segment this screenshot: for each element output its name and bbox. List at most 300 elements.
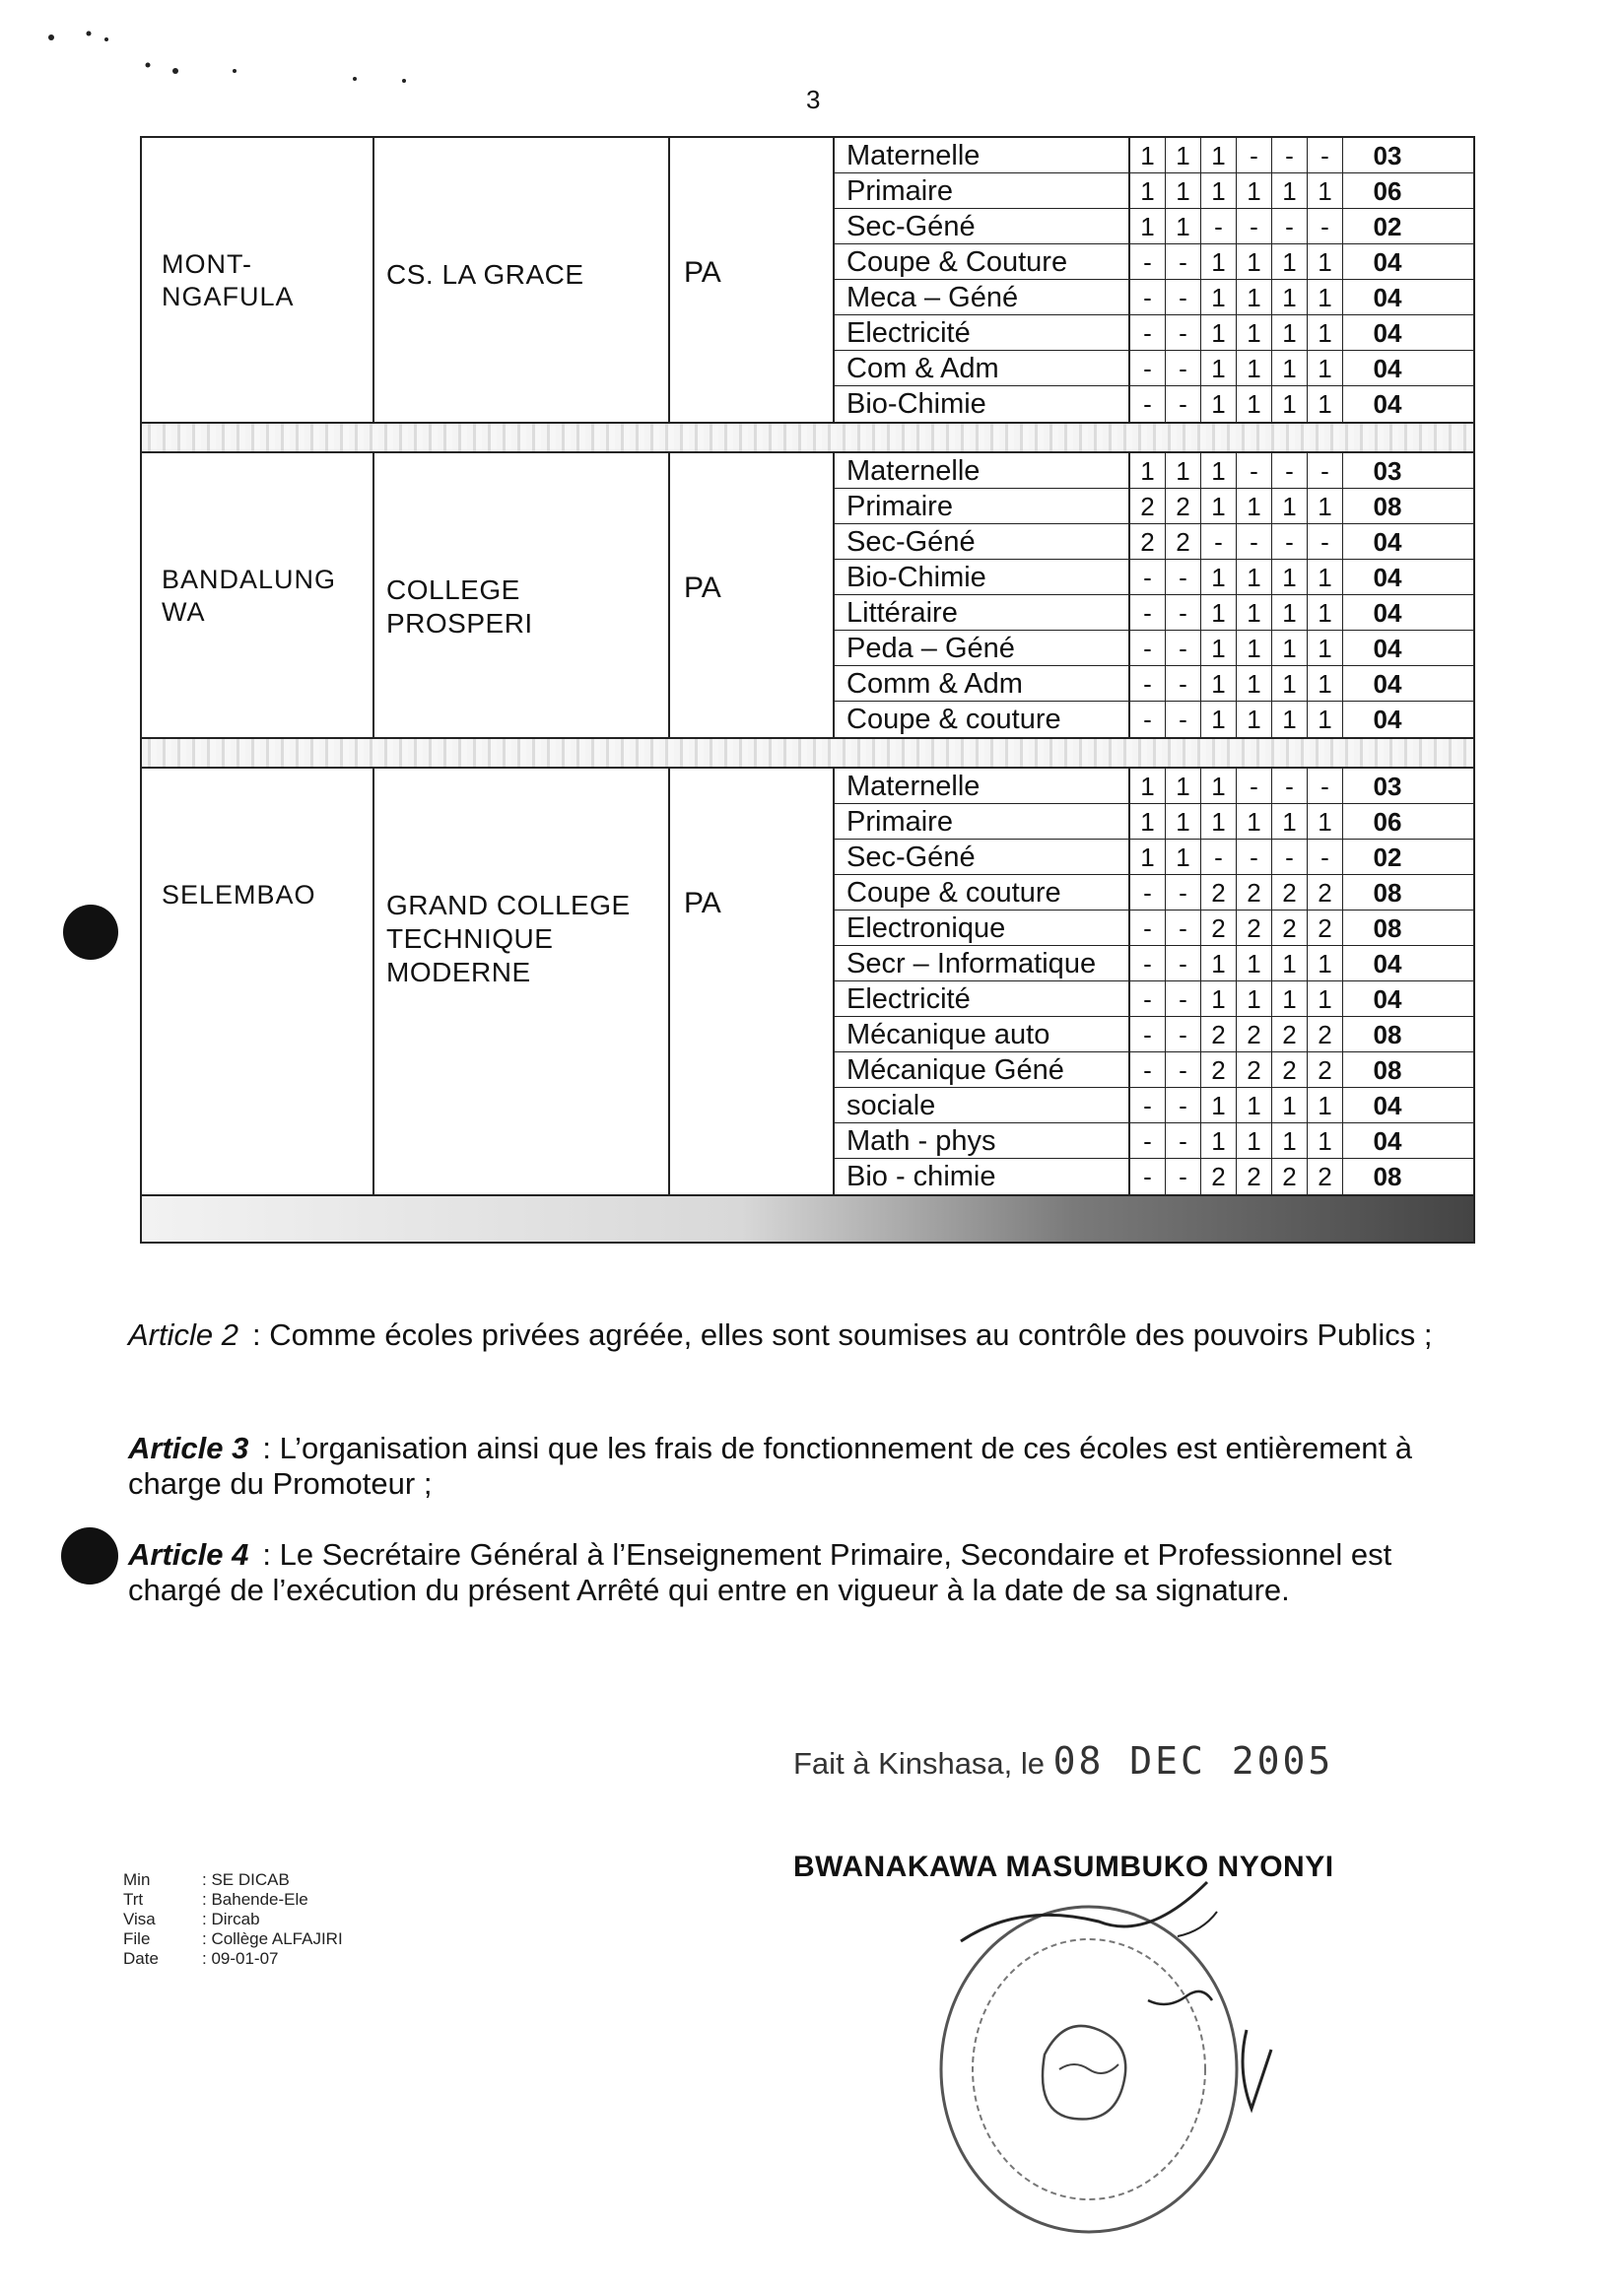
page-number: 3 bbox=[806, 85, 821, 114]
class-count-cell: 1 bbox=[1308, 560, 1343, 594]
punch-hole-mark bbox=[63, 905, 118, 960]
class-count-cell: 1 bbox=[1130, 173, 1166, 208]
class-count-cell: 1 bbox=[1308, 173, 1343, 208]
school-block bbox=[142, 769, 1473, 1196]
class-count-cell: 1 bbox=[1201, 453, 1237, 488]
class-count-cell: 1 bbox=[1166, 138, 1201, 172]
class-count-cell: - bbox=[1272, 453, 1308, 488]
routing-key: Trt bbox=[123, 1890, 144, 1909]
class-count-cell: 1 bbox=[1237, 981, 1272, 1016]
option-label: Sec-Géné bbox=[835, 524, 1130, 559]
punch-hole-mark bbox=[61, 1527, 118, 1585]
class-count-cell: 2 bbox=[1308, 911, 1343, 945]
article-3 bbox=[128, 1431, 1439, 1502]
option-row bbox=[835, 769, 1473, 804]
class-count-cell: 1 bbox=[1272, 280, 1308, 314]
school-cell bbox=[374, 453, 670, 737]
class-count-cell: - bbox=[1308, 209, 1343, 243]
options-column bbox=[835, 138, 1473, 422]
class-count-cell: 1 bbox=[1201, 351, 1237, 385]
routing-row bbox=[123, 1910, 343, 1929]
option-label: Electricité bbox=[835, 981, 1130, 1016]
school-name-line: CS. LA GRACE bbox=[386, 259, 584, 290]
class-count-cell: 1 bbox=[1201, 981, 1237, 1016]
block-separator bbox=[142, 739, 1473, 769]
class-count-cell: 1 bbox=[1237, 804, 1272, 839]
class-count-cell: 1 bbox=[1166, 173, 1201, 208]
class-count-cell: - bbox=[1201, 840, 1237, 874]
class-count-cell: 2 bbox=[1237, 1052, 1272, 1087]
class-count-cell: 1 bbox=[1201, 138, 1237, 172]
option-label: Comm & Adm bbox=[835, 666, 1130, 701]
class-count-cell: 1 bbox=[1237, 280, 1272, 314]
class-count-cell: - bbox=[1130, 315, 1166, 350]
class-count-cell: 1 bbox=[1130, 138, 1166, 172]
class-count-cell: 1 bbox=[1166, 769, 1201, 803]
school-name-line: MODERNE bbox=[386, 957, 531, 987]
class-count-cell: - bbox=[1130, 1123, 1166, 1158]
option-row bbox=[835, 453, 1473, 489]
class-count-cell: 2 bbox=[1237, 1017, 1272, 1051]
class-count-cell: 1 bbox=[1237, 595, 1272, 630]
class-count-cell: 2 bbox=[1308, 875, 1343, 910]
class-count-cell: - bbox=[1130, 981, 1166, 1016]
signatory-name: BWANAKAWA MASUMBUKO NYONYI bbox=[793, 1851, 1334, 1883]
option-label: Primaire bbox=[835, 489, 1130, 523]
class-count-cell: 1 bbox=[1237, 351, 1272, 385]
option-total: 08 bbox=[1373, 492, 1402, 521]
class-count-cell: 2 bbox=[1130, 489, 1166, 523]
class-count-cell: 2 bbox=[1166, 489, 1201, 523]
class-count-cell: 2 bbox=[1272, 875, 1308, 910]
option-total: 02 bbox=[1373, 843, 1402, 872]
routing-key: Min bbox=[123, 1870, 151, 1889]
signoff-place: Fait à Kinshasa, le bbox=[793, 1746, 1046, 1781]
option-total: 03 bbox=[1373, 141, 1402, 170]
school-name-line: GRAND COLLEGE bbox=[386, 890, 631, 920]
option-row bbox=[835, 1123, 1473, 1159]
class-count-cell: - bbox=[1130, 911, 1166, 945]
option-row bbox=[835, 911, 1473, 946]
block-separator bbox=[142, 1196, 1473, 1242]
class-count-cell: - bbox=[1201, 524, 1237, 559]
class-count-cell: 2 bbox=[1130, 524, 1166, 559]
signoff-line bbox=[793, 1739, 1333, 1783]
option-row bbox=[835, 280, 1473, 315]
class-count-cell: 2 bbox=[1201, 1017, 1237, 1051]
option-total: 04 bbox=[1373, 705, 1402, 734]
class-count-cell: 1 bbox=[1308, 1088, 1343, 1122]
routing-value: : Bahende-Ele bbox=[202, 1890, 308, 1909]
class-count-cell: - bbox=[1166, 1017, 1201, 1051]
option-row bbox=[835, 702, 1473, 737]
commune-name-line: NGAFULA bbox=[162, 282, 295, 311]
regime-cell: PA bbox=[670, 769, 835, 1194]
class-count-cell: 1 bbox=[1201, 804, 1237, 839]
class-count-cell: 1 bbox=[1237, 666, 1272, 701]
schools-schedule-table bbox=[140, 136, 1475, 1244]
class-count-cell: 1 bbox=[1308, 804, 1343, 839]
class-count-cell: 1 bbox=[1201, 173, 1237, 208]
option-row bbox=[835, 1052, 1473, 1088]
class-count-cell: 1 bbox=[1308, 280, 1343, 314]
class-count-cell: 1 bbox=[1272, 946, 1308, 980]
class-count-cell: - bbox=[1166, 631, 1201, 665]
class-count-cell: 1 bbox=[1237, 1123, 1272, 1158]
article-2 bbox=[128, 1317, 1439, 1353]
regime-cell: PA bbox=[670, 138, 835, 422]
option-row bbox=[835, 173, 1473, 209]
class-count-cell: 1 bbox=[1201, 666, 1237, 701]
class-count-cell: - bbox=[1237, 524, 1272, 559]
option-label: Bio-Chimie bbox=[835, 560, 1130, 594]
regime-cell: PA bbox=[670, 453, 835, 737]
class-count-cell: - bbox=[1237, 209, 1272, 243]
commune-name-line: MONT- bbox=[162, 249, 252, 279]
class-count-cell: - bbox=[1308, 840, 1343, 874]
class-count-cell: 1 bbox=[1272, 595, 1308, 630]
routing-row bbox=[123, 1929, 343, 1949]
option-total: 04 bbox=[1373, 283, 1402, 312]
class-count-cell: 1 bbox=[1237, 173, 1272, 208]
class-count-cell: 1 bbox=[1237, 702, 1272, 737]
option-row bbox=[835, 315, 1473, 351]
class-count-cell: 1 bbox=[1272, 489, 1308, 523]
class-count-cell: 1 bbox=[1201, 702, 1237, 737]
class-count-cell: 1 bbox=[1237, 315, 1272, 350]
class-count-cell: 1 bbox=[1272, 173, 1308, 208]
class-count-cell: - bbox=[1130, 702, 1166, 737]
class-count-cell: 1 bbox=[1201, 1088, 1237, 1122]
option-row bbox=[835, 560, 1473, 595]
class-count-cell: 1 bbox=[1237, 489, 1272, 523]
class-count-cell: - bbox=[1166, 1088, 1201, 1122]
commune-cell bbox=[142, 769, 374, 1194]
option-label: Maternelle bbox=[835, 769, 1130, 803]
option-total: 04 bbox=[1373, 1126, 1402, 1156]
class-count-cell: 1 bbox=[1130, 209, 1166, 243]
class-count-cell: 1 bbox=[1201, 631, 1237, 665]
class-count-cell: - bbox=[1272, 209, 1308, 243]
routing-row bbox=[123, 1890, 343, 1910]
school-block bbox=[142, 453, 1473, 739]
class-count-cell: 2 bbox=[1237, 911, 1272, 945]
class-count-cell: - bbox=[1308, 138, 1343, 172]
class-count-cell: 1 bbox=[1272, 560, 1308, 594]
class-count-cell: - bbox=[1130, 1052, 1166, 1087]
option-total: 06 bbox=[1373, 807, 1402, 837]
article-4 bbox=[128, 1537, 1439, 1608]
routing-value: : Dircab bbox=[202, 1910, 260, 1928]
class-count-cell: 1 bbox=[1201, 769, 1237, 803]
option-total: 04 bbox=[1373, 247, 1402, 277]
class-count-cell: - bbox=[1237, 840, 1272, 874]
class-count-cell: - bbox=[1166, 1123, 1201, 1158]
option-total: 08 bbox=[1373, 1020, 1402, 1049]
routing-row bbox=[123, 1949, 343, 1969]
class-count-cell: - bbox=[1130, 631, 1166, 665]
class-count-cell: 1 bbox=[1237, 946, 1272, 980]
class-count-cell: 1 bbox=[1272, 351, 1308, 385]
class-count-cell: 1 bbox=[1272, 702, 1308, 737]
class-count-cell: - bbox=[1130, 280, 1166, 314]
class-count-cell: - bbox=[1166, 702, 1201, 737]
class-count-cell: - bbox=[1130, 875, 1166, 910]
option-row bbox=[835, 489, 1473, 524]
class-count-cell: 1 bbox=[1308, 244, 1343, 279]
class-count-cell: - bbox=[1237, 769, 1272, 803]
class-count-cell: 1 bbox=[1308, 1123, 1343, 1158]
class-count-cell: 2 bbox=[1201, 1159, 1237, 1194]
class-count-cell: - bbox=[1130, 1088, 1166, 1122]
commune-cell bbox=[142, 453, 374, 737]
option-total: 08 bbox=[1373, 878, 1402, 908]
option-total: 08 bbox=[1373, 1055, 1402, 1085]
option-row bbox=[835, 524, 1473, 560]
option-row bbox=[835, 666, 1473, 702]
school-cell bbox=[374, 138, 670, 422]
option-label: Sec-Géné bbox=[835, 840, 1130, 874]
routing-value: : 09-01-07 bbox=[202, 1949, 279, 1968]
option-total: 04 bbox=[1373, 984, 1402, 1014]
class-count-cell: - bbox=[1166, 244, 1201, 279]
option-total: 04 bbox=[1373, 598, 1402, 628]
option-label: Littéraire bbox=[835, 595, 1130, 630]
option-label: Math - phys bbox=[835, 1123, 1130, 1158]
option-row bbox=[835, 138, 1473, 173]
class-count-cell: 1 bbox=[1272, 804, 1308, 839]
class-count-cell: - bbox=[1201, 209, 1237, 243]
option-total: 04 bbox=[1373, 389, 1402, 419]
class-count-cell: 1 bbox=[1272, 981, 1308, 1016]
option-row bbox=[835, 946, 1473, 981]
school-name-line: PROSPERI bbox=[386, 608, 533, 639]
option-label: Electricité bbox=[835, 315, 1130, 350]
school-name-line: COLLEGE bbox=[386, 574, 520, 605]
class-count-cell: 1 bbox=[1272, 666, 1308, 701]
class-count-cell: 1 bbox=[1272, 631, 1308, 665]
class-count-cell: - bbox=[1166, 875, 1201, 910]
option-total: 04 bbox=[1373, 563, 1402, 592]
class-count-cell: 1 bbox=[1272, 244, 1308, 279]
class-count-cell: - bbox=[1308, 524, 1343, 559]
block-separator bbox=[142, 424, 1473, 453]
class-count-cell: 1 bbox=[1201, 280, 1237, 314]
option-total: 04 bbox=[1373, 354, 1402, 383]
option-row bbox=[835, 804, 1473, 840]
option-row bbox=[835, 1017, 1473, 1052]
class-count-cell: 1 bbox=[1237, 631, 1272, 665]
option-row bbox=[835, 1159, 1473, 1194]
option-total: 06 bbox=[1373, 176, 1402, 206]
class-count-cell: - bbox=[1166, 666, 1201, 701]
option-label: Maternelle bbox=[835, 453, 1130, 488]
routing-slip bbox=[123, 1870, 343, 1969]
class-count-cell: - bbox=[1166, 911, 1201, 945]
routing-key: Date bbox=[123, 1949, 159, 1968]
commune-name-line: BANDALUNG bbox=[162, 565, 337, 594]
class-count-cell: - bbox=[1237, 138, 1272, 172]
class-count-cell: 1 bbox=[1201, 386, 1237, 422]
class-count-cell: 2 bbox=[1272, 1052, 1308, 1087]
option-row bbox=[835, 840, 1473, 875]
class-count-cell: - bbox=[1166, 280, 1201, 314]
option-row bbox=[835, 631, 1473, 666]
class-count-cell: - bbox=[1130, 595, 1166, 630]
class-count-cell: - bbox=[1166, 315, 1201, 350]
class-count-cell: - bbox=[1166, 1159, 1201, 1194]
option-total: 02 bbox=[1373, 212, 1402, 241]
option-label: Sec-Géné bbox=[835, 209, 1130, 243]
option-label: Com & Adm bbox=[835, 351, 1130, 385]
option-label: Maternelle bbox=[835, 138, 1130, 172]
class-count-cell: 1 bbox=[1201, 595, 1237, 630]
options-column bbox=[835, 453, 1473, 737]
option-label: Electronique bbox=[835, 911, 1130, 945]
class-count-cell: 1 bbox=[1237, 386, 1272, 422]
class-count-cell: - bbox=[1166, 946, 1201, 980]
option-total: 04 bbox=[1373, 1091, 1402, 1120]
option-label: Peda – Géné bbox=[835, 631, 1130, 665]
option-row bbox=[835, 209, 1473, 244]
official-seal-stamp bbox=[921, 1872, 1296, 2286]
option-row bbox=[835, 351, 1473, 386]
class-count-cell: 1 bbox=[1272, 315, 1308, 350]
class-count-cell: 1 bbox=[1272, 1088, 1308, 1122]
class-count-cell: 1 bbox=[1166, 209, 1201, 243]
option-label: Coupe & couture bbox=[835, 875, 1130, 910]
class-count-cell: - bbox=[1308, 453, 1343, 488]
class-count-cell: - bbox=[1272, 524, 1308, 559]
class-count-cell: 1 bbox=[1237, 244, 1272, 279]
class-count-cell: 1 bbox=[1237, 560, 1272, 594]
class-count-cell: - bbox=[1130, 560, 1166, 594]
option-row bbox=[835, 875, 1473, 911]
option-row bbox=[835, 595, 1473, 631]
class-count-cell: 1 bbox=[1130, 453, 1166, 488]
class-count-cell: 1 bbox=[1308, 631, 1343, 665]
option-total: 04 bbox=[1373, 669, 1402, 699]
date-stamp: 08 DEC 2005 bbox=[1052, 1739, 1334, 1783]
class-count-cell: 1 bbox=[1272, 1123, 1308, 1158]
class-count-cell: - bbox=[1130, 1159, 1166, 1194]
commune-name-line: SELEMBAO bbox=[162, 880, 316, 910]
article-separator: : bbox=[262, 1537, 271, 1572]
article-text: Comme écoles privées agréée, elles sont soumises au contrôle des pouvoirs Publics ; bbox=[269, 1317, 1433, 1352]
article-label: Article 4 bbox=[128, 1537, 249, 1572]
option-row bbox=[835, 244, 1473, 280]
option-label: Bio - chimie bbox=[835, 1159, 1130, 1194]
option-row bbox=[835, 981, 1473, 1017]
article-label: Article 3 bbox=[128, 1431, 249, 1465]
class-count-cell: 1 bbox=[1166, 840, 1201, 874]
option-label: Primaire bbox=[835, 173, 1130, 208]
class-count-cell: 1 bbox=[1130, 769, 1166, 803]
class-count-cell: 1 bbox=[1201, 946, 1237, 980]
class-count-cell: - bbox=[1130, 666, 1166, 701]
school-name-line: TECHNIQUE bbox=[386, 923, 554, 954]
class-count-cell: 1 bbox=[1201, 560, 1237, 594]
class-count-cell: - bbox=[1166, 386, 1201, 422]
option-total: 08 bbox=[1373, 913, 1402, 943]
option-label: Mécanique auto bbox=[835, 1017, 1130, 1051]
option-total: 03 bbox=[1373, 772, 1402, 801]
class-count-cell: 2 bbox=[1237, 875, 1272, 910]
option-label: Coupe & couture bbox=[835, 702, 1130, 737]
option-total: 04 bbox=[1373, 634, 1402, 663]
option-total: 04 bbox=[1373, 527, 1402, 557]
class-count-cell: 1 bbox=[1308, 666, 1343, 701]
option-total: 03 bbox=[1373, 456, 1402, 486]
article-label: Article 2 bbox=[128, 1317, 238, 1352]
option-label: sociale bbox=[835, 1088, 1130, 1122]
class-count-cell: - bbox=[1130, 386, 1166, 422]
class-count-cell: - bbox=[1166, 351, 1201, 385]
class-count-cell: 2 bbox=[1308, 1052, 1343, 1087]
class-count-cell: 2 bbox=[1237, 1159, 1272, 1194]
class-count-cell: 2 bbox=[1308, 1017, 1343, 1051]
class-count-cell: 1 bbox=[1201, 1123, 1237, 1158]
class-count-cell: 2 bbox=[1201, 875, 1237, 910]
option-total: 04 bbox=[1373, 318, 1402, 348]
class-count-cell: 1 bbox=[1201, 489, 1237, 523]
option-row bbox=[835, 386, 1473, 422]
class-count-cell: 1 bbox=[1308, 946, 1343, 980]
article-separator: : bbox=[251, 1317, 261, 1352]
article-separator: : bbox=[262, 1431, 271, 1465]
routing-value: : Collège ALFAJIRI bbox=[202, 1929, 343, 1948]
class-count-cell: - bbox=[1166, 595, 1201, 630]
class-count-cell: 1 bbox=[1308, 386, 1343, 422]
class-count-cell: 1 bbox=[1308, 981, 1343, 1016]
class-count-cell: 1 bbox=[1237, 1088, 1272, 1122]
class-count-cell: 1 bbox=[1308, 315, 1343, 350]
class-count-cell: 2 bbox=[1272, 1159, 1308, 1194]
class-count-cell: 1 bbox=[1130, 804, 1166, 839]
class-count-cell: 1 bbox=[1272, 386, 1308, 422]
options-column bbox=[835, 769, 1473, 1194]
class-count-cell: 1 bbox=[1130, 840, 1166, 874]
scan-specks bbox=[30, 20, 443, 118]
option-row bbox=[835, 1088, 1473, 1123]
option-label: Mécanique Géné bbox=[835, 1052, 1130, 1087]
option-total: 04 bbox=[1373, 949, 1402, 978]
class-count-cell: - bbox=[1130, 1017, 1166, 1051]
class-count-cell: 1 bbox=[1166, 804, 1201, 839]
class-count-cell: - bbox=[1130, 946, 1166, 980]
routing-value: : SE DICAB bbox=[202, 1870, 290, 1889]
class-count-cell: 1 bbox=[1201, 244, 1237, 279]
class-count-cell: - bbox=[1272, 138, 1308, 172]
class-count-cell: - bbox=[1237, 453, 1272, 488]
class-count-cell: 2 bbox=[1166, 524, 1201, 559]
class-count-cell: - bbox=[1272, 840, 1308, 874]
class-count-cell: - bbox=[1166, 1052, 1201, 1087]
article-text: L’organisation ainsi que les frais de fonctionnement de ces écoles est entièrement à charge du Promoteur ; bbox=[128, 1431, 1413, 1501]
class-count-cell: - bbox=[1272, 769, 1308, 803]
class-count-cell: 2 bbox=[1201, 1052, 1237, 1087]
routing-key: Visa bbox=[123, 1910, 156, 1928]
class-count-cell: - bbox=[1166, 560, 1201, 594]
option-label: Bio-Chimie bbox=[835, 386, 1130, 422]
class-count-cell: 1 bbox=[1201, 315, 1237, 350]
class-count-cell: 1 bbox=[1308, 702, 1343, 737]
class-count-cell: 1 bbox=[1308, 595, 1343, 630]
option-label: Primaire bbox=[835, 804, 1130, 839]
class-count-cell: - bbox=[1130, 244, 1166, 279]
routing-key: File bbox=[123, 1929, 151, 1948]
option-total: 08 bbox=[1373, 1162, 1402, 1191]
